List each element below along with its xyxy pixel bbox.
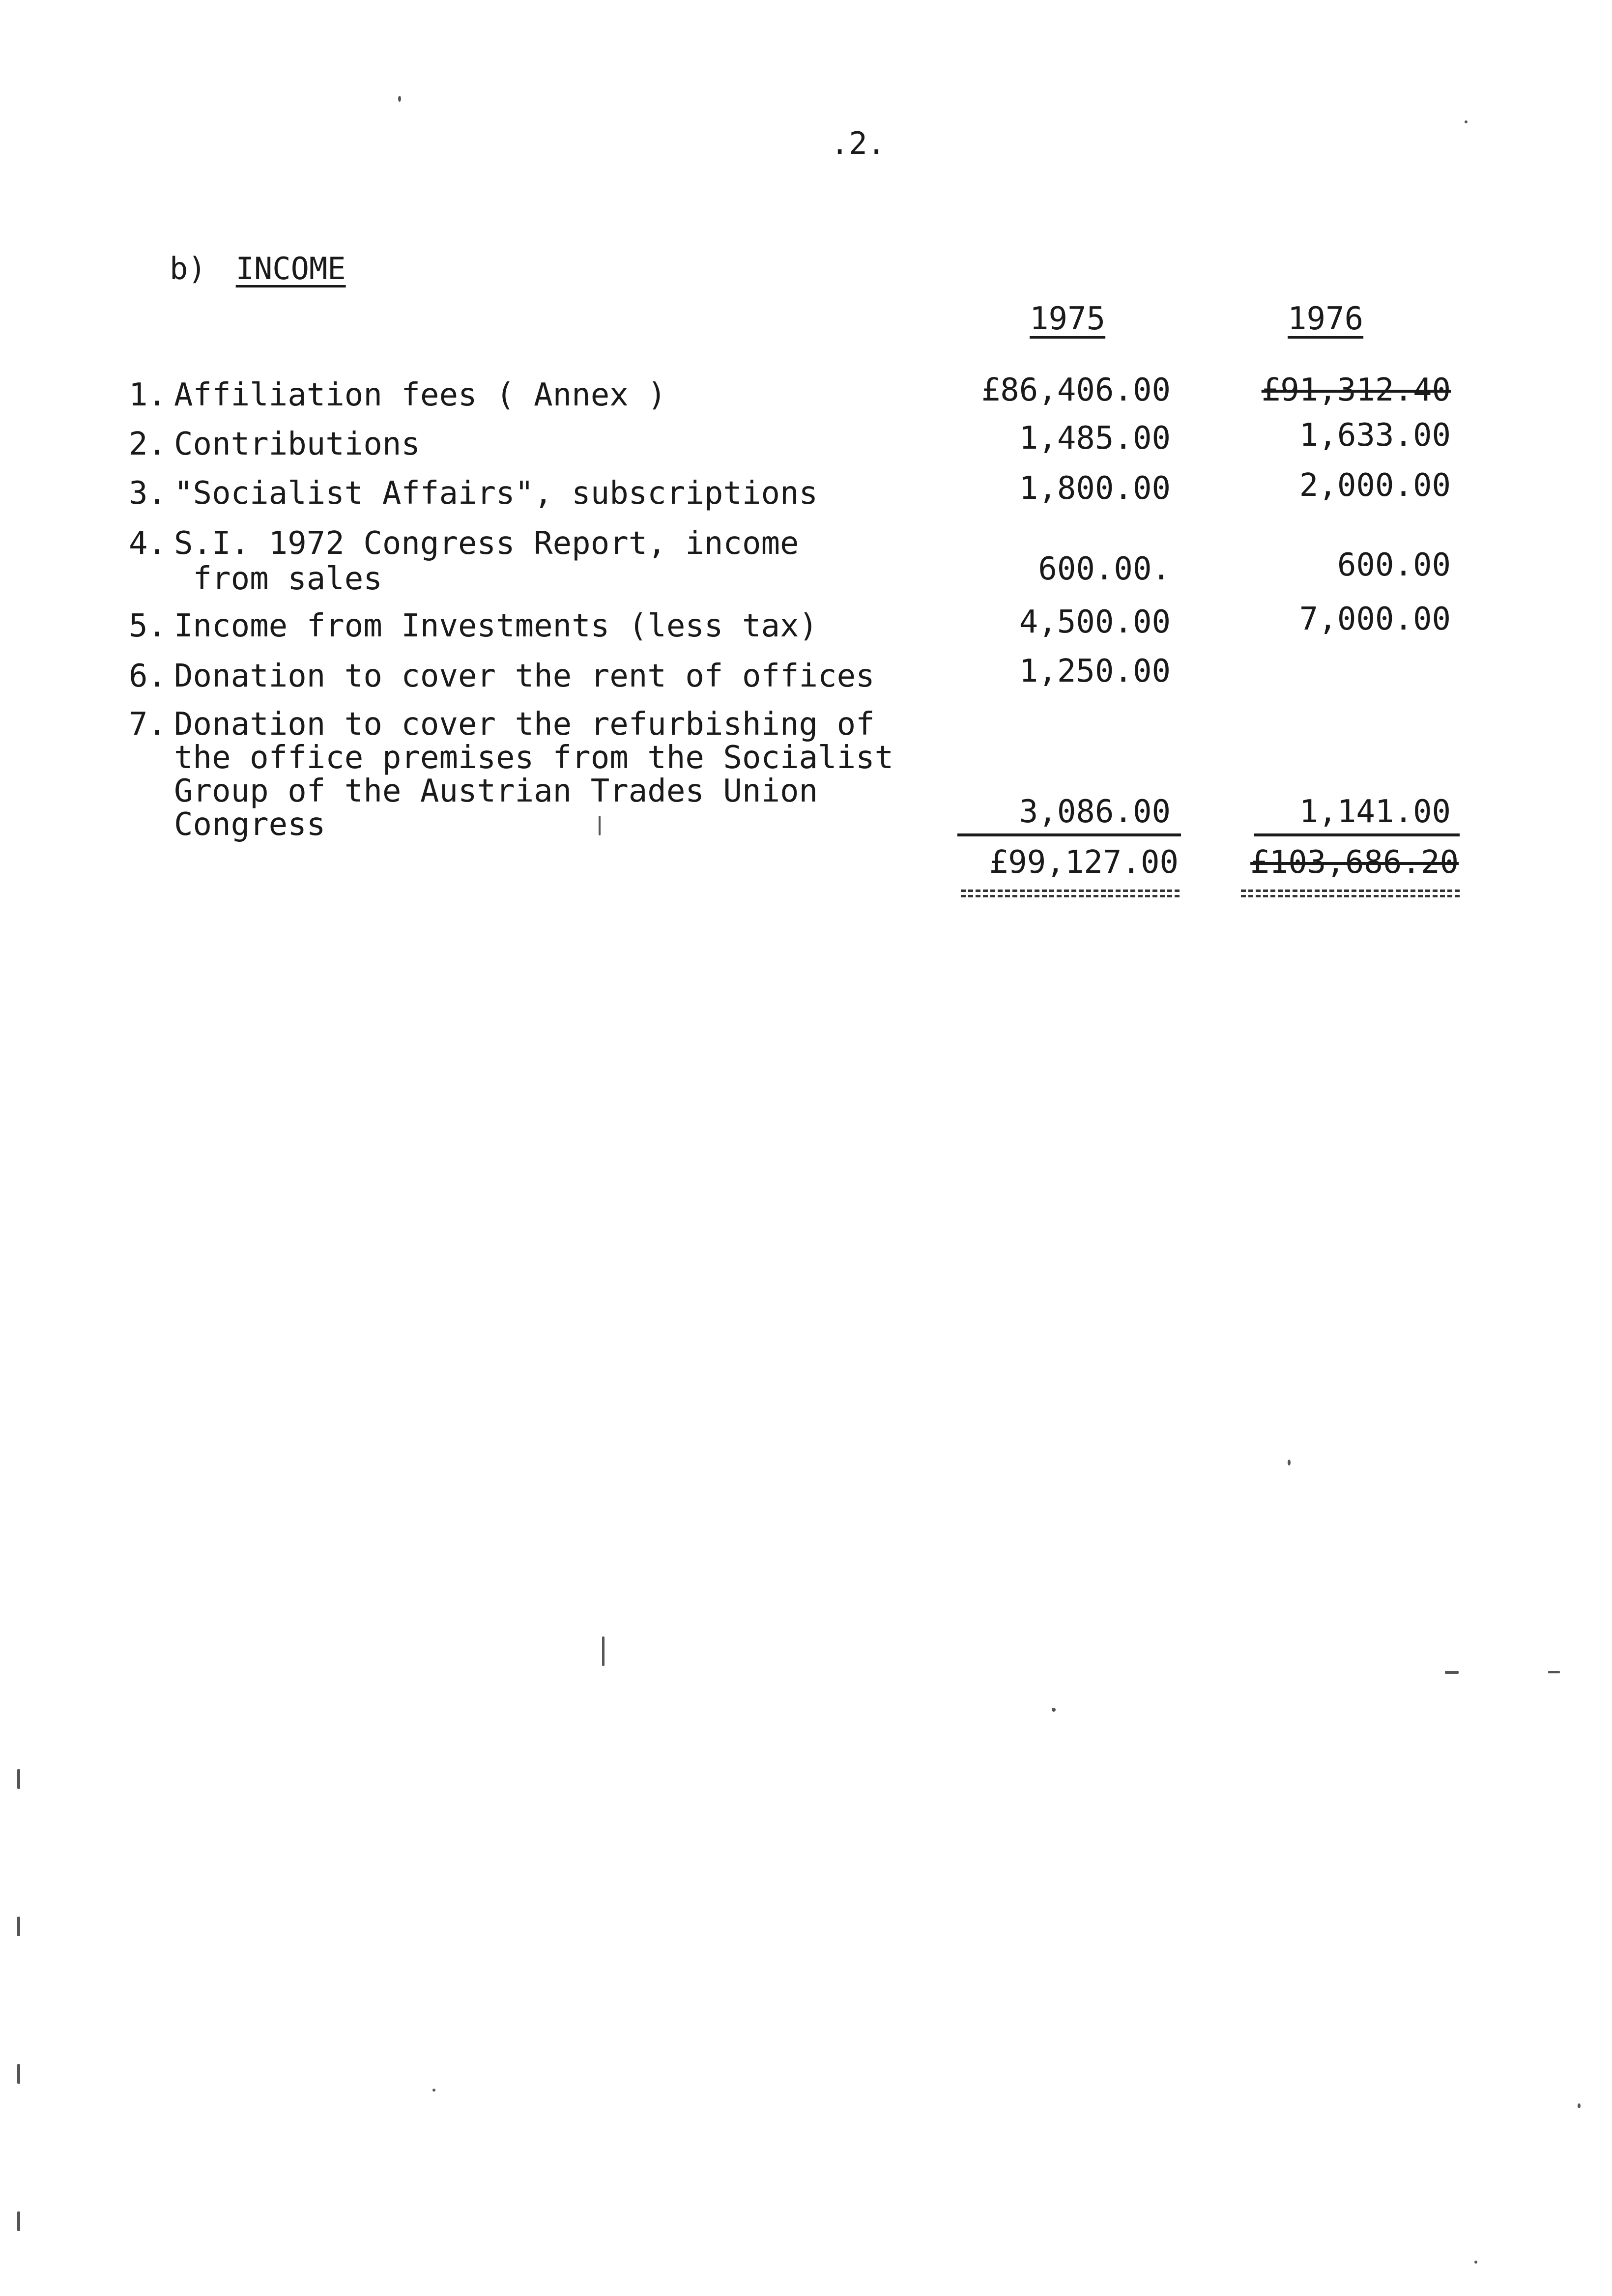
scan-speck <box>432 2089 435 2092</box>
row-number: 2. <box>129 426 167 462</box>
scan-speck <box>398 96 401 102</box>
row-description: "Socialist Affairs", subscriptions <box>174 475 818 512</box>
scan-speck <box>602 1636 604 1666</box>
table-row <box>129 417 1466 466</box>
value-1976: 1,633.00 <box>1299 417 1451 454</box>
value-1976: 1,141.00 <box>1299 794 1451 830</box>
value-1975: 1,800.00 <box>1019 470 1171 507</box>
scan-speck <box>17 1917 20 1936</box>
row-description: Donation to cover the refurbishing of the office premises from the Socialist Group of the Austrian Trades Union Congress <box>174 706 894 843</box>
row-number: 3. <box>129 475 167 512</box>
row-number: 6. <box>129 658 167 694</box>
row-number: 1. <box>129 377 167 413</box>
table-row <box>129 526 1466 600</box>
total-1976: £103,686.20 <box>1250 844 1459 881</box>
page-number: .2. <box>831 125 886 161</box>
value-1975: 1,485.00 <box>1019 420 1171 457</box>
row-number: 5. <box>129 608 167 644</box>
table-row <box>129 653 1466 698</box>
scan-speck <box>1288 1460 1291 1465</box>
table-row <box>129 601 1466 648</box>
subtotal-rule-1975 <box>957 833 1181 836</box>
row-number: 7. <box>129 706 167 743</box>
row-description: Donation to cover the rent of offices <box>174 658 875 694</box>
subtotal-rule-1976 <box>1254 833 1460 836</box>
table-row <box>129 467 1466 515</box>
column-header-1975: 1975 <box>1030 301 1106 337</box>
scan-speck <box>599 816 601 835</box>
value-1975: 4,500.00 <box>1019 604 1171 640</box>
total-double-rule-1976 <box>1241 890 1460 897</box>
section-title: INCOME <box>235 251 346 287</box>
scan-speck <box>1465 120 1468 123</box>
column-header-1976: 1976 <box>1288 301 1364 337</box>
section-heading <box>170 251 346 287</box>
value-1975: 600.00. <box>1038 551 1171 587</box>
value-1975: 1,250.00 <box>1019 653 1171 689</box>
scan-speck <box>17 2211 20 2231</box>
table-row <box>129 372 1466 417</box>
value-1976: £91,312.40 <box>1261 372 1451 408</box>
row-description: S.I. 1972 Congress Report, income from sales <box>174 525 799 597</box>
row-number: 4. <box>129 525 167 562</box>
total-1975: £99,127.00 <box>989 844 1179 881</box>
value-1976: 600.00 <box>1337 547 1451 583</box>
row-description: Affiliation fees ( Annex ) <box>174 377 666 413</box>
scan-speck <box>1474 2261 1477 2264</box>
table-row <box>129 708 1466 855</box>
section-label: b) <box>170 251 206 287</box>
scan-speck <box>17 2064 20 2084</box>
scan-speck <box>1548 1671 1560 1673</box>
value-1976: 7,000.00 <box>1299 601 1451 637</box>
scan-speck <box>1052 1708 1056 1712</box>
scan-speck <box>1578 2103 1581 2108</box>
row-description: Contributions <box>174 426 420 462</box>
value-1975: £86,406.00 <box>981 372 1171 408</box>
value-1976: 2,000.00 <box>1299 467 1451 504</box>
scan-speck <box>1445 1671 1459 1674</box>
row-description: Income from Investments (less tax) <box>174 608 818 644</box>
scan-speck <box>17 1769 20 1789</box>
value-1975: 3,086.00 <box>1019 794 1171 830</box>
total-double-rule-1975 <box>961 890 1180 897</box>
